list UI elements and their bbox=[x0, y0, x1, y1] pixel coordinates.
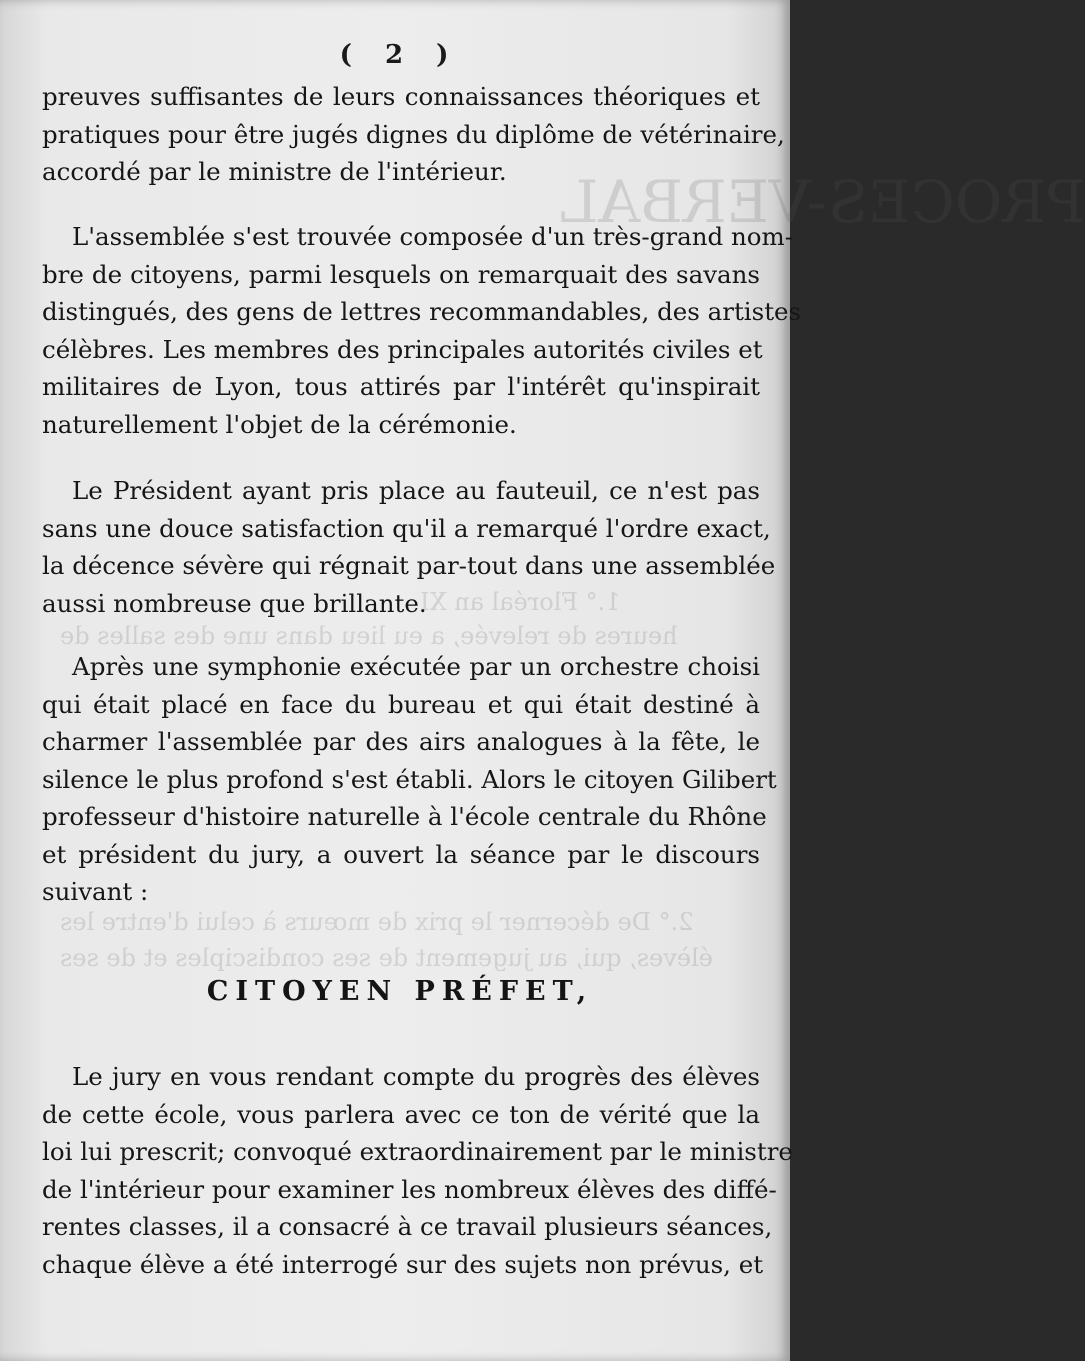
speech-salutation: CITOYEN PRÉFET, bbox=[206, 976, 594, 1007]
text-line: célèbres. Les membres des principales autorités civiles et bbox=[42, 334, 763, 364]
text-line: la décence sévère qui régnait par-tout dans une assemblée bbox=[42, 551, 776, 580]
show-through-text: PROCES-VERBAL bbox=[560, 168, 1085, 236]
text-line: bre de citoyens, parmi lesquels on remarquait des savans bbox=[42, 259, 760, 289]
text-line: et président du jury, a ouvert la séance par le discours bbox=[42, 839, 760, 869]
text-line: aussi nombreuse que brillante. bbox=[42, 588, 427, 618]
text-line: distingués, des gens de lettres recommandables, des artistes bbox=[42, 297, 802, 326]
text-line: suivant : bbox=[42, 877, 149, 906]
show-through-text: 2.° De décerner le prix de mœurs à celui d'entre les bbox=[60, 908, 694, 936]
text-line: qui était placé en face du bureau et qui était destiné à bbox=[42, 689, 760, 719]
show-through-text: 1.° Floréal an XI bbox=[420, 588, 621, 616]
text-line: de cette école, vous parlera avec ce ton de vérité que la bbox=[42, 1099, 760, 1129]
text-line: Après une symphonie exécutée par un orchestre choisi bbox=[72, 652, 760, 681]
text-line: de l'intérieur pour examiner les nombreux élèves des diffé- bbox=[42, 1174, 777, 1204]
paragraph-continuation bbox=[42, 78, 785, 191]
text-line: Le Président ayant pris place au fauteuil, ce n'est pas bbox=[72, 476, 760, 505]
text-line: Le jury en vous rendant compte du progrès des élèves bbox=[72, 1062, 760, 1091]
text-line: loi lui prescrit; convoqué extraordinairement par le ministre bbox=[42, 1137, 793, 1166]
text-line: charmer l'assemblée par des airs analogues à la fête, le bbox=[42, 727, 760, 756]
text-line: militaires de Lyon, tous attirés par l'intérêt qu'inspirait bbox=[42, 372, 760, 401]
text-line: silence le plus profond s'est établi. Alors le citoyen Gilibert bbox=[42, 764, 777, 794]
page-number: ( 2 ) bbox=[339, 40, 461, 70]
show-through-text: élèves, qui, au jugement de ses condisciples et de ses bbox=[60, 944, 713, 972]
paragraph-speech bbox=[42, 1058, 793, 1283]
paragraph-president bbox=[42, 472, 776, 622]
text-line: accordé par le ministre de l'intérieur. bbox=[42, 157, 507, 186]
paragraph-symphony bbox=[42, 648, 777, 911]
text-line: chaque élève a été interrogé sur des sujets non prévus, et bbox=[42, 1249, 764, 1279]
paragraph-assembly bbox=[42, 218, 802, 443]
text-line: pratiques pour être jugés dignes du diplôme de vétérinaire, bbox=[42, 119, 785, 149]
text-line: naturellement l'objet de la cérémonie. bbox=[42, 409, 517, 439]
text-line: professeur d'histoire naturelle à l'école centrale du Rhône bbox=[42, 802, 767, 831]
text-line: rentes classes, il a consacré à ce travail plusieurs séances, bbox=[42, 1212, 773, 1241]
text-line: sans une douce satisfaction qu'il a remarqué l'ordre exact, bbox=[42, 513, 771, 543]
show-through-text: heures de relevée, a eu lieu dans une des salles de bbox=[60, 622, 678, 650]
text-line: preuves suffisantes de leurs connaissances théoriques et bbox=[42, 82, 760, 111]
text-line: L'assemblée s'est trouvée composée d'un très-grand nom- bbox=[72, 222, 793, 251]
